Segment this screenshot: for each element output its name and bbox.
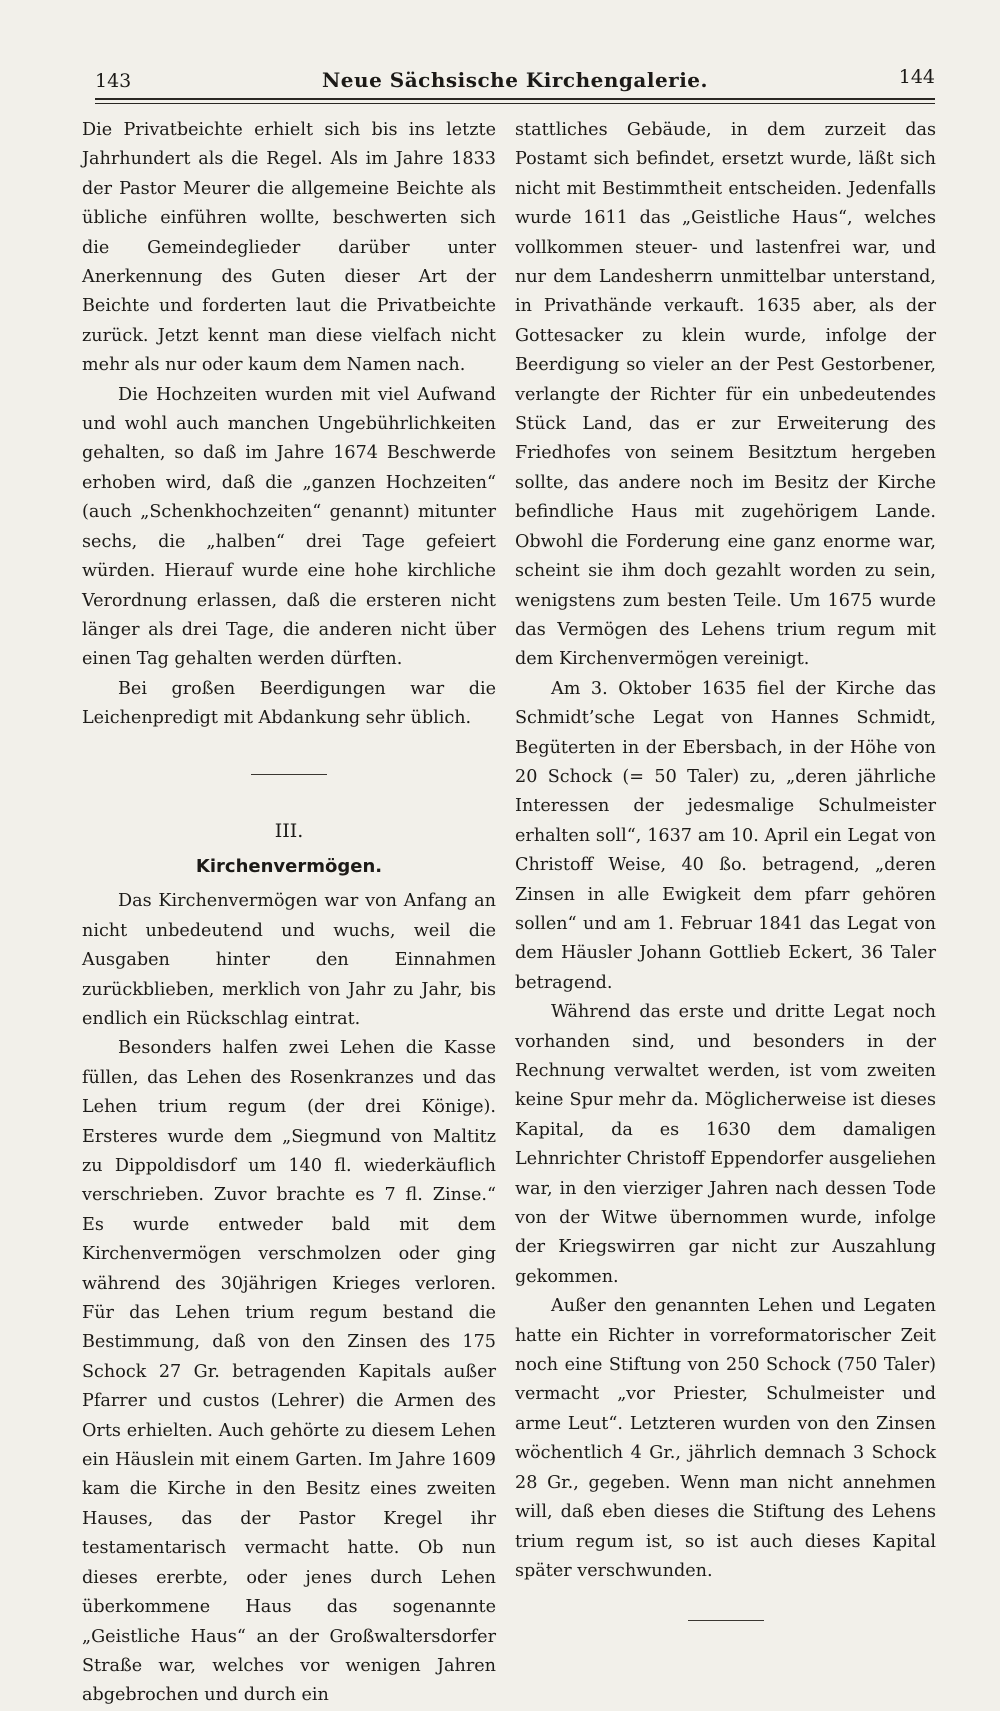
section-title: Kirchenvermögen. (195, 855, 383, 877)
running-title: Neue Sächsische Kirchengalerie. (322, 68, 708, 92)
page-header (95, 62, 935, 102)
left-column (82, 116, 496, 1711)
page-number-left: 143 (95, 70, 132, 92)
paragraph-privatbeichte: Die Privatbeichte erhielt sich bis ins letzte Jahrhundert als die Regel. Als im Jahre 1833 der Pastor Meurer die allgemeine Beichte als übliche einführen wollte, beschwerten sich die Gemeindeglieder darüber unter Anerkennung des Guten dieser Art der Beichte und forderten laut die Privatbeichte zurück. Jetzt kennt man diese vielfach nicht mehr als nur oder kaum dem Namen nach. (82, 120, 496, 376)
paragraph-lehen: Besonders halfen zwei Lehen die Kasse füllen, das Lehen des Rosenkranzes und das Lehen trium regum (der drei Könige). Ersteres wurde dem „Siegmund von Maltitz zu Dippoldisdorf um 140 fl. wiederkäuflich verschrieben. Zuvor brachte es 7 fl. Zinse.“ Es wurde entweder bald mit dem Kirchenvermögen verschmolzen oder ging während des 30jährigen Krieges verloren. Für das Lehen trium regum bestand die Bestimmung, daß von den Zinsen des 175 Schock 27 Gr. betragenden Kapitals außer Pfarrer und custos (Lehrer) die Armen des Orts erhielten. Auch gehörte zu diesem Lehen ein Häuslein mit einem Garten. Im Jahre 1609 kam die Kirche in den Besitz eines zweiten Hauses, das der Pastor Kregel ihr testamentarisch vermacht hatte. Ob nun dieses ererbte, oder jenes durch Lehen überkommene Haus das sogenannte „Geistliche Haus“ an der Großwaltersdorfer Straße war, welches vor wenigen Jahren abgebrochen und durch ein (82, 1038, 496, 1706)
page-number-right: 144 (898, 66, 935, 88)
paragraph-geistliches-haus: stattliches Gebäude, in dem zurzeit das Postamt sich befindet, ersetzt wurde, läßt sich nicht mit Bestimmtheit entscheiden. Jedenfalls wurde 1611 das „Geistliche Haus“, welches vollkommen steuer- und lastenfrei war, und nur dem Landesherrn unmittelbar unterstand, in Privathände verkauft. 1635 aber, als der Gottesacker zu klein wurde, infolge der Beerdigung so vieler an der Pest Gestorbener, verlangte der Richter für ein unbedeutendes Stück Land, das er zur Erweiterung des Friedhofes von seinem Besitztum hergeben sollte, das andere noch im Besitz der Kirche befindliche Haus mit zugehörigem Lande. Obwohl die Forderung eine ganz enorme war, scheint sie ihm doch gezahlt worden zu sein, wenigstens zum besten Teile. Um 1675 wurde das Vermögen des Lehens trium regum mit dem Kirchenvermögen vereinigt. (515, 120, 936, 670)
header-rule-thick (95, 98, 935, 100)
right-column (515, 116, 936, 1621)
paragraph-hochzeiten: Die Hochzeiten wurden mit viel Aufwand und wohl auch manchen Ungebührlichkeiten gehalten, so daß im Jahre 1674 Beschwerde erhoben wird, daß die „ganzen Hochzeiten“ (auch „Schenkhochzeiten“ genannt) mitunter sechs, die „halben“ drei Tage gefeiert würden. Hierauf wurde eine hohe kirchliche Verordnung erlassen, daß die ersteren nicht länger als drei Tage, die anderen nicht über einen Tag gehalten werden dürften. (82, 384, 496, 670)
end-rule (688, 1620, 764, 1621)
paragraph-kirchenvermoegen: Das Kirchenvermögen war von Anfang an nicht unbedeutend und wuchs, weil die Ausgaben hinter den Einnahmen zurückblieben, merklich von Jahr zu Jahr, bis endlich ein Rückschlag eintrat. (82, 891, 496, 1029)
header-rule-thin (95, 103, 935, 104)
paragraph-erstes-drittes-legat: Während das erste und dritte Legat noch vorhanden sind, und besonders in der Rechnung verwaltet werden, ist vom zweiten keine Spur mehr da. Möglicherweise ist dieses Kapital, da es 1630 dem damaligen Lehnrichter Christoff Eppendorfer ausgeliehen war, in den vierziger Jahren nach dessen Tode von der Witwe übernommen wurde, infolge der Kriegswirren gar nicht zur Auszahlung gekommen. (515, 1002, 936, 1287)
paragraph-stiftung: Außer den genannten Lehen und Legaten hatte ein Richter in vorreformatorischer Zeit noch eine Stiftung von 250 Schock (750 Taler) vermacht „vor Priester, Schulmeister und arme Leut“. Letzteren wurden von den Zinsen wöchentlich 4 Gr., jährlich demnach 3 Schock 28 Gr., gegeben. Wenn man nicht annehmen will, daß eben dieses die Stiftung des Lehens trium regum ist, so ist auch dieses Kapital später verschwunden. (515, 1296, 936, 1581)
section-divider (251, 774, 327, 775)
section-number: III. (274, 819, 304, 842)
paragraph-legate: Am 3. Oktober 1635 fiel der Kirche das Schmidt’sche Legat von Hannes Schmidt, Begüterten in der Ebersbach, in der Höhe von 20 Schock (= 50 Taler) zu, „deren jährliche Interessen der jedesmalige Schulmeister erhalten soll“, 1637 am 10. April ein Legat von Christoff Weise, 40 ßo. betragend, „deren Zinsen in alle Ewigkeit dem pfarr gehören sollen“ und am 1. Februar 1841 das Legat von dem Häusler Johann Gottlieb Eckert, 36 Taler betragend. (515, 678, 936, 993)
paragraph-beerdigungen: Bei großen Beerdigungen war die Leichenpredigt mit Abdankung sehr üblich. (82, 678, 496, 729)
